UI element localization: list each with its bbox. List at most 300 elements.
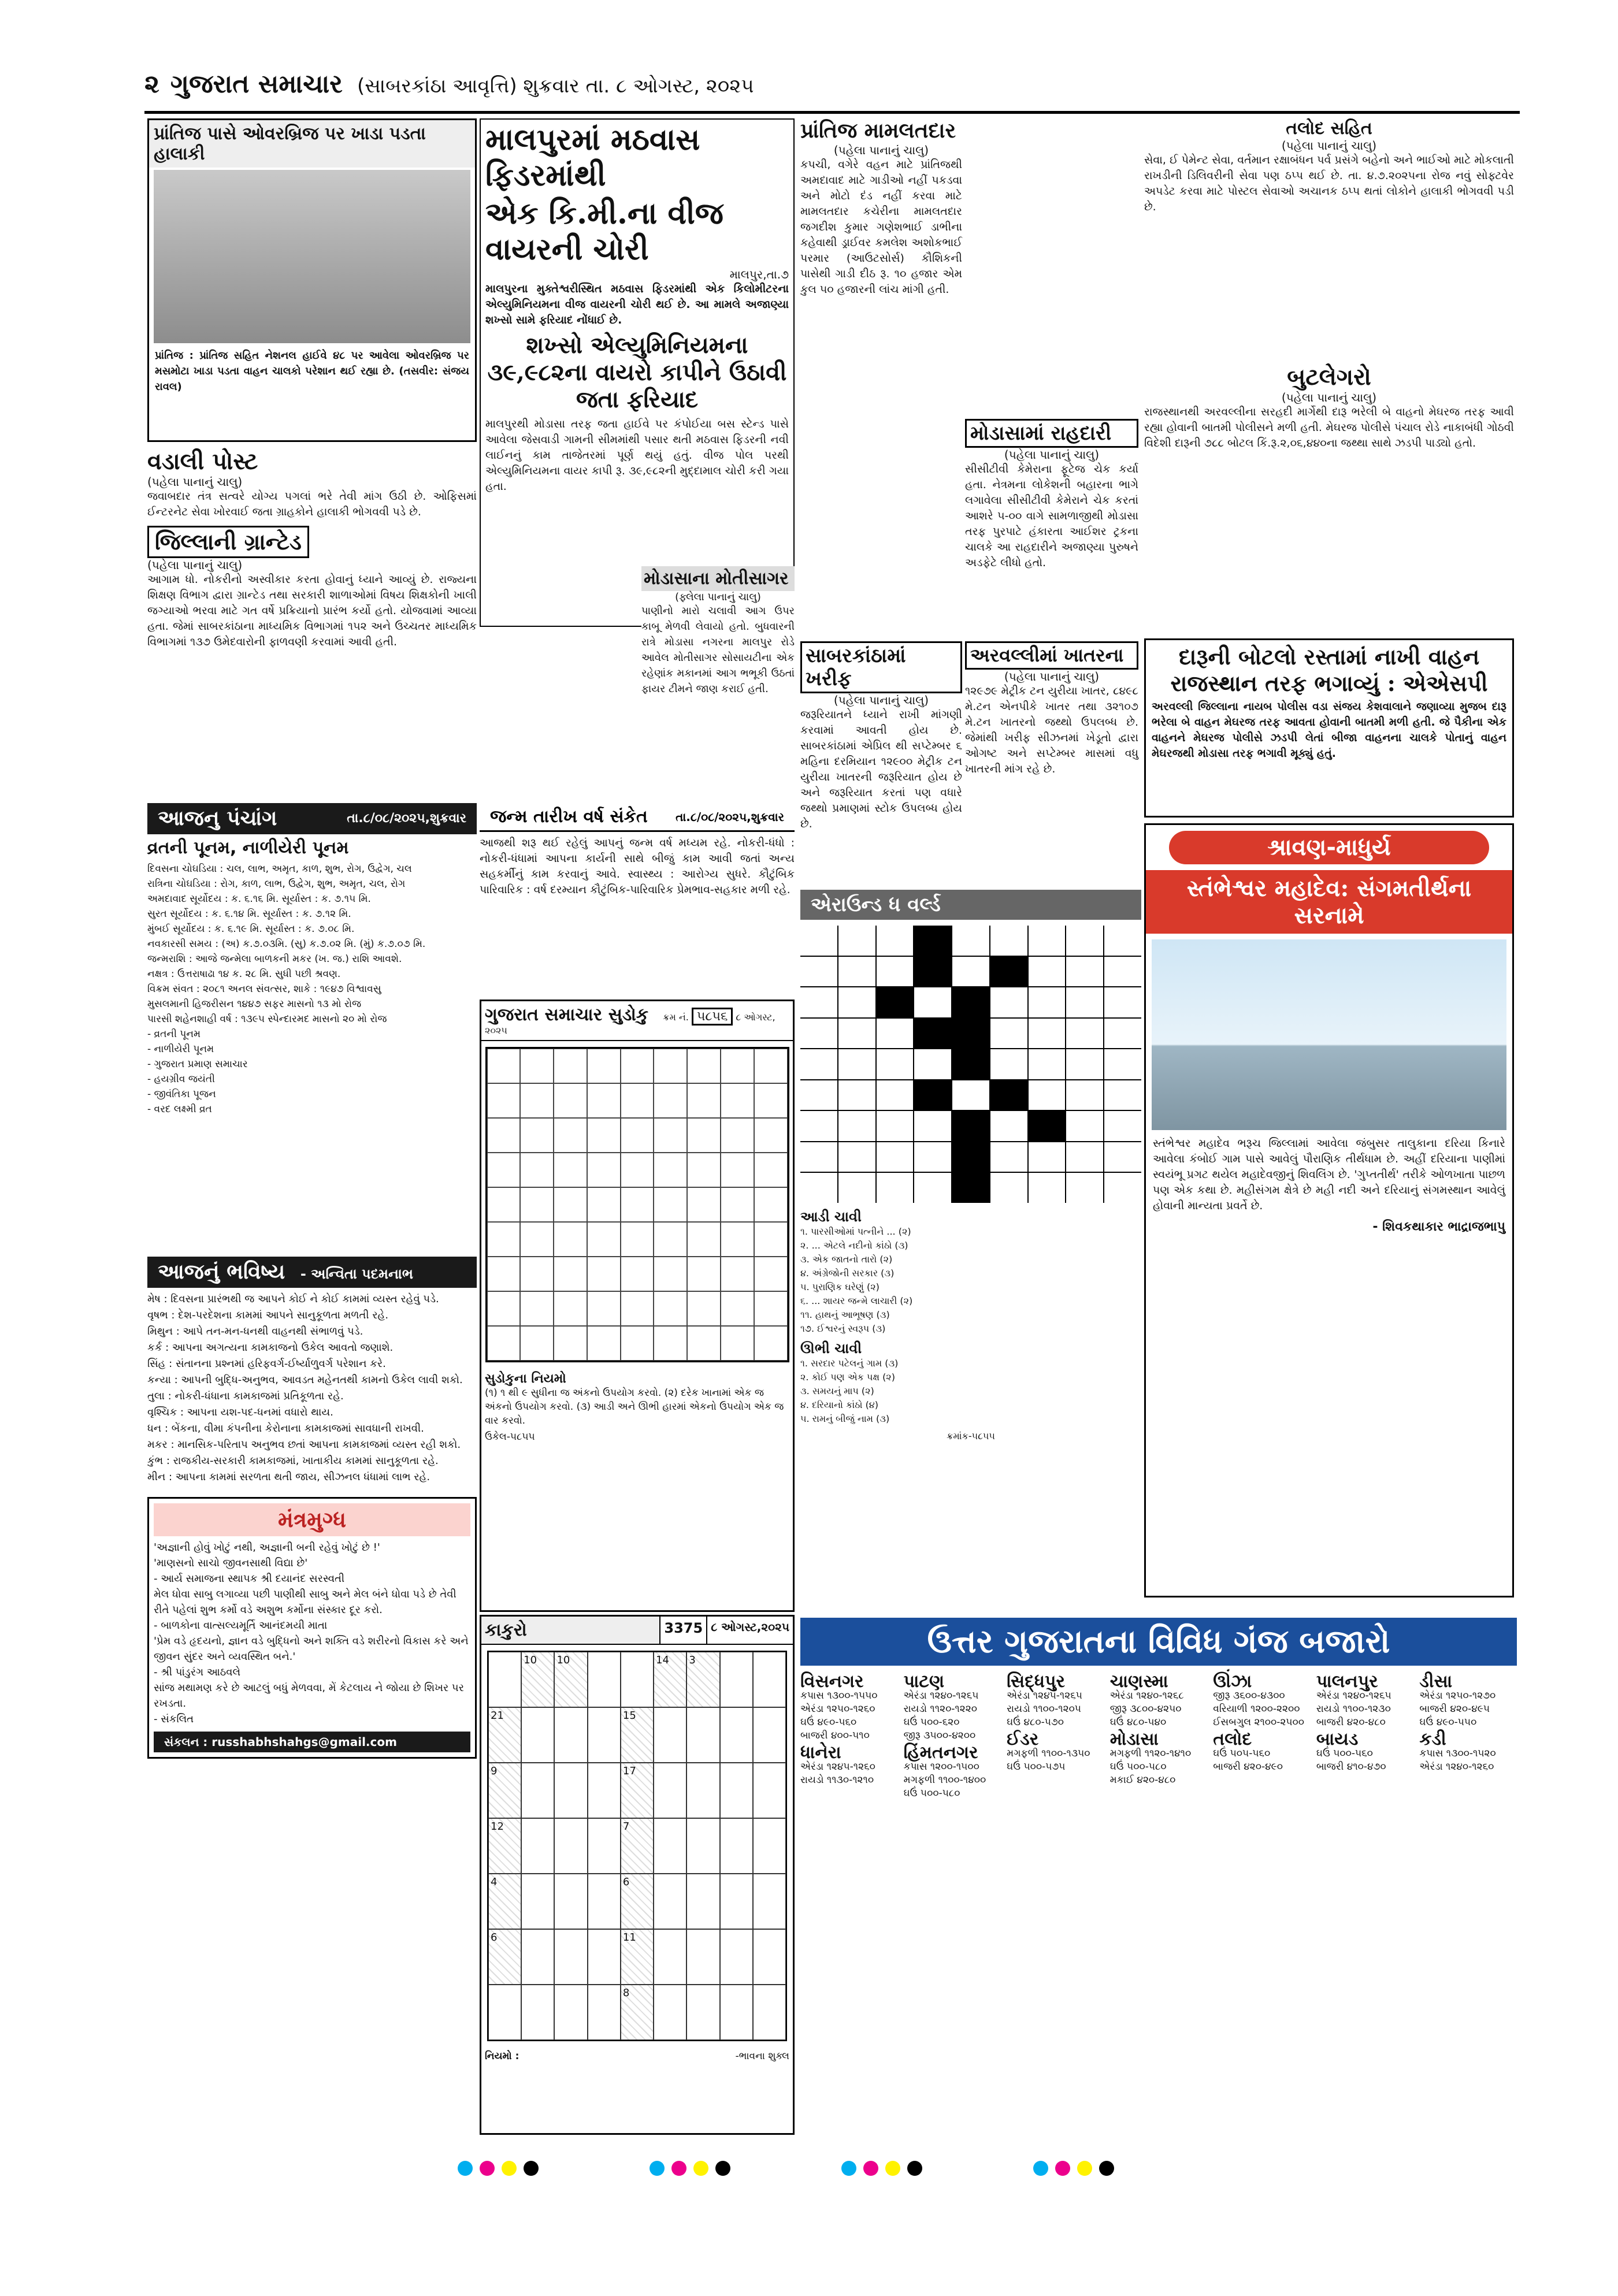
sudoku-cell[interactable]: [520, 1187, 554, 1222]
sudoku-cell[interactable]: [654, 1291, 687, 1326]
sudoku-cell[interactable]: [487, 1049, 521, 1083]
crossword-cell[interactable]: [990, 1019, 1027, 1049]
kakuro-cell[interactable]: [686, 1763, 719, 1818]
down-clue: ૫. રામનું બીજું નામ (૩): [800, 1413, 890, 1424]
crossword-cell[interactable]: [1029, 987, 1066, 1017]
crossword-cell[interactable]: [1066, 926, 1103, 956]
market-rate: એરંડા ૧૨૪૦-૧૨૬૦: [1419, 1761, 1494, 1773]
crossword-cell[interactable]: [1104, 957, 1141, 987]
kakuro-grid[interactable]: [487, 1651, 787, 2041]
sudoku-cell[interactable]: [487, 1222, 521, 1257]
sudoku-cell[interactable]: [721, 1049, 754, 1083]
registration-dot: [693, 2161, 708, 2176]
kakuro-cell[interactable]: [588, 1818, 621, 1874]
kakuro-cell[interactable]: [720, 1874, 753, 1929]
sudoku-cell[interactable]: [721, 1326, 754, 1361]
sudoku-cell[interactable]: [587, 1153, 621, 1187]
birthday-box: [480, 803, 795, 994]
sudoku-cell[interactable]: [554, 1222, 587, 1257]
panchang-box: [147, 803, 477, 1248]
crossword-box: [800, 890, 1141, 1609]
kakuro-cell[interactable]: [720, 1985, 753, 2040]
kakuro-cell[interactable]: [654, 1707, 686, 1763]
crossword-cell[interactable]: [800, 1019, 837, 1049]
crossword-cell[interactable]: [800, 1173, 837, 1203]
sudoku-cell[interactable]: [487, 1153, 521, 1187]
kakuro-cell[interactable]: [521, 1874, 554, 1929]
down-clue: ૪. દરિયાનો કાંઠો (૪): [800, 1399, 878, 1410]
crossword-cell[interactable]: [800, 1111, 837, 1141]
kakuro-cell[interactable]: [588, 1763, 621, 1818]
kakuro-cell[interactable]: [753, 1707, 786, 1763]
sudoku-cell[interactable]: [687, 1222, 721, 1257]
sub-headline: શખ્સો એલ્યુમિનિયમના ૩૯,૯૮૨ના વાયરો કાપીને ઉઠાવી જતા ફરિયાદ: [487, 332, 787, 413]
sudoku-cell[interactable]: [754, 1291, 788, 1326]
crossword-cell: [877, 987, 914, 1017]
headline: જિલ્લાની ગ્રાન્ટેડ: [147, 526, 309, 558]
market-rate: ઘઉં ૫૦૦-૫૮૦: [903, 1788, 960, 1799]
sudoku-cell[interactable]: [721, 1222, 754, 1257]
kakuro-cell[interactable]: [521, 1929, 554, 1985]
market-rate: ઘઉં ૪૯૦-૫૫૦: [1419, 1717, 1477, 1728]
crossword-cell[interactable]: [877, 1142, 914, 1172]
crossword-cell[interactable]: [877, 1173, 914, 1203]
sudoku-cell[interactable]: [587, 1187, 621, 1222]
crossword-cell[interactable]: [1104, 926, 1141, 956]
market-center-name: કડી: [1419, 1729, 1446, 1749]
kakuro-cell[interactable]: [554, 1818, 587, 1874]
continued: (પહેલા પાનાનું ચાલુ): [1004, 670, 1100, 683]
sudoku-cell[interactable]: [621, 1291, 654, 1326]
crossword-cell[interactable]: [914, 1173, 951, 1203]
across-clue: ૧૭. ઈશ્વરનું સ્વરૂપ (૩): [800, 1323, 886, 1334]
crossword-cell[interactable]: [990, 1049, 1027, 1079]
kakuro-clue-cell: 3: [686, 1652, 719, 1707]
sudoku-cell[interactable]: [687, 1257, 721, 1291]
kakuro-cell[interactable]: [686, 1929, 719, 1985]
sudoku-grid[interactable]: [485, 1047, 789, 1362]
panchang-line: મુસલમાની હિજરીસન ૧૪૪૭ સફર માસનો ૧૩ મો રોજ: [147, 998, 362, 1010]
sudoku-cell[interactable]: [487, 1083, 521, 1118]
kakuro-cell[interactable]: [488, 1985, 521, 2040]
kakuro-cell[interactable]: [521, 1818, 554, 1874]
kakuro-cell[interactable]: [654, 1985, 686, 2040]
sudoku-cell[interactable]: [654, 1257, 687, 1291]
sudoku-cell[interactable]: [654, 1049, 687, 1083]
kakuro-cell[interactable]: [554, 1929, 587, 1985]
sudoku-cell[interactable]: [487, 1326, 521, 1361]
sudoku-cell[interactable]: [587, 1083, 621, 1118]
crossword-cell[interactable]: [877, 1080, 914, 1110]
crossword-cell[interactable]: [990, 1111, 1027, 1141]
kakuro-cell[interactable]: [621, 1652, 654, 1707]
panchang-line: પારસી શહેનશાહી વર્ષ : ૧૩૯૫ સ્પેન્દારમદ માસનો ૨૦ મો રોજ: [147, 1013, 387, 1025]
sudoku-cell[interactable]: [754, 1083, 788, 1118]
market-center-name: હિંમતનગર: [903, 1743, 978, 1763]
registration-dot: [863, 2161, 878, 2176]
sudoku-cell[interactable]: [721, 1187, 754, 1222]
market-column: [1007, 1671, 1104, 1800]
crossword-cell[interactable]: [1104, 1049, 1141, 1079]
crossword-cell[interactable]: [1066, 1080, 1103, 1110]
across-clue: ૫. પુરાણિક ઘરેણું (૨): [800, 1281, 879, 1292]
kakuro-cell[interactable]: [588, 1707, 621, 1763]
shravan-body: સ્તંભેશ્વર મહાદેવ ભરૂચ જિલ્લામાં આવેલા જંબુસર તાલુકાના દરિયા કિનારે આવેલા કંબોઈ ગામ પાસે આવેલું પૌરાણિક તીર્થધામ છે. અહીં દરિયાના પાણીમાં સ્વયંભૂ પ્રગટ થયેલ મહાદેવજીનું શિવલિંગ છે. 'ગુપ્તતીર્થ' તરીકે ઓળખાતા પાછળ પણ એક કથા છે. મહીસંગમ ક્ષેત્રે છે મહી નદી અને દરિયાનું સંગમસ્થાન આવેલું હોવાની માન્યતા પ્રવર્તે છે.: [1153, 1137, 1505, 1212]
kakuro-cell[interactable]: [753, 1818, 786, 1874]
sudoku-cell[interactable]: [654, 1118, 687, 1153]
sudoku-cell[interactable]: [554, 1153, 587, 1187]
crossword-cell[interactable]: [990, 1173, 1027, 1203]
sudoku-cell[interactable]: [487, 1291, 521, 1326]
market-center-name: ઈડર: [1007, 1729, 1039, 1749]
sudoku-cell[interactable]: [621, 1153, 654, 1187]
market-center-name: પાલનપુર: [1316, 1671, 1378, 1692]
sudoku-cell[interactable]: [554, 1118, 587, 1153]
crossword-cell[interactable]: [1029, 1049, 1066, 1079]
crossword-cell[interactable]: [838, 1019, 875, 1049]
market-column: [1110, 1671, 1208, 1800]
crossword-footer: ક્રમાંક-૫૮૫૫: [947, 1431, 995, 1441]
crossword-cell[interactable]: [1066, 987, 1103, 1017]
sudoku-box: [480, 1000, 795, 1612]
kakuro-cell[interactable]: [654, 1929, 686, 1985]
sudoku-number: ૫૮૫૬: [692, 1008, 733, 1026]
crossword-cell[interactable]: [1104, 1111, 1141, 1141]
crossword-cell[interactable]: [990, 987, 1027, 1017]
kakuro-cell[interactable]: [554, 1985, 587, 2040]
sudoku-cell[interactable]: [754, 1326, 788, 1361]
body: સીસીટીવી કેમેરાના ફૂટેજ ચેક કર્યા હતા. નેત્રમના લોકેશની બહારના ભાગે લગાવેલા સીસીટીવી કેમેરાને ચેક કરતાં આશરે ૫-૦૦ વાગે સામળાજીથી મોડાસા તરફ પુરપાટે હંકારતા આઈશર ટ્રકના ચાલકે આ રાહદારીને અજાણ્યા પુરુષને અડફેટે લીધો હતો.: [965, 463, 1138, 569]
crossword-cell[interactable]: [990, 1142, 1027, 1172]
kakuro-clue-cell: 8: [621, 1985, 654, 2040]
panchang-line: - વ્રતની પૂનમ: [147, 1028, 201, 1040]
kakuro-clue-cell: 11: [621, 1929, 654, 1985]
market-rate: ઘઉં ૪૮૦-૫૭૦: [1007, 1717, 1064, 1728]
crossword-cell[interactable]: [838, 926, 875, 956]
story-prantij-bridge: [147, 118, 477, 442]
kakuro-cell[interactable]: [654, 1763, 686, 1818]
crossword-cell[interactable]: [1029, 1142, 1066, 1172]
sudoku-cell[interactable]: [754, 1153, 788, 1187]
registration-dot: [715, 2161, 730, 2176]
kakuro-cell[interactable]: [686, 1985, 719, 2040]
sudoku-masthead: ગુજરાત સમાચાર સુડોકુ: [485, 1005, 649, 1025]
crossword-cell: [1029, 1111, 1066, 1141]
market-rate: મગફળી ૧૧૨૦-૧૪૧૦: [1109, 1748, 1192, 1759]
panchang-line: - ગુજરાત પ્રમાણ સમાચાર: [147, 1058, 248, 1070]
sudoku-cell[interactable]: [721, 1291, 754, 1326]
crossword-cell[interactable]: [1066, 1142, 1103, 1172]
kakuro-cell[interactable]: [753, 1652, 786, 1707]
crossword-cell[interactable]: [877, 1019, 914, 1049]
registration-dot: [907, 2161, 922, 2176]
story-modasa-motisagar: [641, 566, 795, 809]
sudoku-cell[interactable]: [554, 1049, 587, 1083]
kakuro-cell[interactable]: [686, 1818, 719, 1874]
crossword-cell[interactable]: [952, 1080, 989, 1110]
kakuro-cell[interactable]: [588, 1929, 621, 1985]
sudoku-cell[interactable]: [520, 1326, 554, 1361]
sudoku-cell[interactable]: [754, 1257, 788, 1291]
crossword-grid[interactable]: [800, 926, 1141, 1203]
kakuro-cell[interactable]: [753, 1874, 786, 1929]
kakuro-cell[interactable]: [686, 1707, 719, 1763]
sudoku-cell[interactable]: [654, 1326, 687, 1361]
sudoku-cell[interactable]: [621, 1083, 654, 1118]
crossword-cell[interactable]: [877, 1049, 914, 1079]
sudoku-cell[interactable]: [721, 1083, 754, 1118]
sudoku-cell[interactable]: [654, 1083, 687, 1118]
crossword-cell[interactable]: [838, 987, 875, 1017]
sudoku-cell[interactable]: [754, 1222, 788, 1257]
continued: (પહેલા પાનાનું ચાલુ): [833, 693, 929, 707]
crossword-cell[interactable]: [914, 1049, 951, 1079]
sudoku-cell[interactable]: [621, 1049, 654, 1083]
kakuro-cell[interactable]: [686, 1874, 719, 1929]
kakuro-cell[interactable]: [753, 1763, 786, 1818]
crossword-cell[interactable]: [800, 1080, 837, 1110]
sudoku-cell[interactable]: [520, 1118, 554, 1153]
market-rate: મકાઈ ૪૨૦-૪૮૦: [1109, 1774, 1176, 1786]
kakuro-clue-cell: 4: [488, 1874, 521, 1929]
kakuro-cell[interactable]: [554, 1763, 587, 1818]
sudoku-answer-label: ઉકેલ-૫૮૫૫: [485, 1431, 535, 1443]
headline: મોડાસામાં રાહદારી: [965, 419, 1138, 448]
kakuro-cell[interactable]: [588, 1874, 621, 1929]
crossword-cell[interactable]: [1029, 957, 1066, 987]
mantra-box: [147, 1497, 477, 1759]
sudoku-cell[interactable]: [687, 1187, 721, 1222]
market-rate: ઘઉં ૪૯૦-૫૬૦: [800, 1717, 857, 1728]
registration-dot: [458, 2161, 473, 2176]
crossword-cell[interactable]: [914, 1111, 951, 1141]
sudoku-cell[interactable]: [487, 1187, 521, 1222]
across-clue: ૬. ... શાયર જન્મે લાચારી (૨): [800, 1295, 913, 1306]
crossword-cell[interactable]: [838, 957, 875, 987]
kakuro-rules-title: નિયમો :: [485, 2050, 519, 2062]
kakuro-cell[interactable]: [654, 1874, 686, 1929]
sudoku-cell[interactable]: [554, 1291, 587, 1326]
sudoku-cell[interactable]: [520, 1083, 554, 1118]
kakuro-cell[interactable]: [720, 1763, 753, 1818]
kakuro-cell[interactable]: [720, 1652, 753, 1707]
kakuro-box: [480, 1615, 795, 2135]
crossword-cell[interactable]: [838, 1080, 875, 1110]
crossword-cell[interactable]: [1066, 1049, 1103, 1079]
crossword-cell[interactable]: [877, 926, 914, 956]
sudoku-cell[interactable]: [687, 1291, 721, 1326]
crossword-cell[interactable]: [800, 987, 837, 1017]
crossword-cell[interactable]: [990, 926, 1027, 956]
kakuro-cell[interactable]: [588, 1652, 621, 1707]
headline: સાબરકાંઠામાં ખરીફ: [800, 641, 962, 693]
crossword-cell[interactable]: [914, 1142, 951, 1172]
sudoku-cell[interactable]: [554, 1083, 587, 1118]
crossword-cell: [914, 926, 951, 956]
sudoku-cell[interactable]: [721, 1118, 754, 1153]
market-column: [1316, 1671, 1414, 1800]
sudoku-cell[interactable]: [687, 1153, 721, 1187]
market-center-name: ચાણસ્મા: [1109, 1671, 1168, 1692]
continued: (પહેલા પાનાનું ચાલુ): [1281, 391, 1377, 404]
sudoku-cell[interactable]: [621, 1326, 654, 1361]
panchang-line: સુરત સૂર્યોદય : ક. ૬.૧૪ મિ. સૂર્યાસ્ત : ક. ૭.૧૨ મિ.: [147, 908, 351, 920]
sudoku-cell[interactable]: [587, 1049, 621, 1083]
sudoku-cell[interactable]: [687, 1083, 721, 1118]
sudoku-cell[interactable]: [587, 1222, 621, 1257]
horoscope-item: વૃષભ : દેશ-પરદેશના કામમાં આપને સાનુકૂળતા મળતી રહે.: [147, 1309, 389, 1321]
headline: મોડાસાના મોતીસાગર: [641, 566, 795, 591]
across-title: આડી ચાવી: [800, 1209, 862, 1225]
panchang-title: આજનુ પંચાંગ: [158, 807, 277, 830]
kakuro-clue-cell: 15: [621, 1707, 654, 1763]
sudoku-cell[interactable]: [654, 1153, 687, 1187]
horoscope-item: મીન : આપના કામમાં સરળતા થતી જાય, સીઝનલ ધંધામાં લાભ રહે.: [147, 1471, 431, 1483]
sudoku-date: ૮ ઓગસ્ટ, ૨૦૨૫: [485, 1012, 775, 1036]
crossword-cell: [952, 1173, 989, 1203]
sudoku-cell[interactable]: [520, 1153, 554, 1187]
panchang-line: અમદાવાદ સૂર્યોદય : ક. ૬.૧૬ મિ. સૂર્યાસ્ત : ક. ૭.૧૫ મિ.: [147, 893, 371, 905]
sudoku-cell[interactable]: [587, 1257, 621, 1291]
registration-dot: [885, 2161, 900, 2176]
crossword-cell[interactable]: [800, 1142, 837, 1172]
crossword-cell[interactable]: [952, 957, 989, 987]
crossword-cell[interactable]: [877, 957, 914, 987]
sudoku-cell[interactable]: [721, 1153, 754, 1187]
kakuro-cell[interactable]: [720, 1707, 753, 1763]
sudoku-cell[interactable]: [520, 1291, 554, 1326]
kakuro-cell[interactable]: [588, 1985, 621, 2040]
market-rate: ઘઉં ૫૦૦-૫૬૦: [1316, 1748, 1373, 1759]
crossword-title: એરાઉન્ડ ધ વર્લ્ડ: [800, 890, 1141, 920]
kakuro-cell[interactable]: [521, 1707, 554, 1763]
down-clue: ૨. કોઈ પણ એક પક્ષ (૨): [800, 1372, 895, 1383]
across-clue: ૨. ... એટલે નદીનો કાંઠો (૩): [800, 1240, 908, 1251]
market-rate: ઘઉં ૫૦૫-૫૬૦: [1213, 1748, 1271, 1759]
horoscope-item: મિથુન : આપે તન-મન-ધનથી વાહનથી સંભાળવું પડે.: [147, 1325, 363, 1338]
caption: પ્રાંતિજ : પ્રાંતિજ સહિત નેશનલ હાઈવે ૪૮ પર આવેલા ઓવરબ્રિજ પર મસમોટા ખાડા પડતા વાહન ચાલકો પરેશાન થઈ રહ્યા છે. (તસવીર: સંજય રાવલ): [155, 350, 469, 393]
crossword-cell[interactable]: [1029, 1080, 1066, 1110]
crossword-cell[interactable]: [800, 926, 837, 956]
kakuro-cell[interactable]: [720, 1929, 753, 1985]
story-daru-lead: [1144, 638, 1514, 818]
headline-1: માલપુરમાં મઠવાસ ફિડરમાંથી: [485, 122, 700, 193]
down-clues: [800, 1357, 1141, 1426]
market-rate: બાજરી ૪૨૦-૪૯૫: [1419, 1703, 1490, 1715]
mantra-quotes: [154, 1540, 470, 1727]
kakuro-cell[interactable]: [753, 1929, 786, 1985]
story-modasa-rahdari: [965, 118, 1138, 638]
sudoku-cell[interactable]: [487, 1118, 521, 1153]
sudoku-cell[interactable]: [754, 1118, 788, 1153]
crossword-cell[interactable]: [838, 1142, 875, 1172]
body: જરૂરિયાતને ધ્યાને રાખી માંગણી કરવામાં આવતી હોય છે. સાબરકાંઠામાં એપ્રિલ થી સપ્ટેમ્બર ૬ મહિના દરમિયાન ૧૨૯૦૦ મેટ્રીક ટન યુરીયા ખાતરની જરૂરિયાત હોય છે અને જરૂરિયાત કરતાં પણ વધારે જથ્થો પ્રમાણમાં સ્ટોક ઉપલબ્ધ હોય છે.: [800, 708, 962, 830]
kakuro-cell[interactable]: [488, 1652, 521, 1707]
market-rate: એરંડા ૧૨૪૦-૧૨૬૫: [903, 1690, 979, 1701]
crossword-cell[interactable]: [1104, 1142, 1141, 1172]
crossword-cell[interactable]: [1104, 987, 1141, 1017]
crossword-cell[interactable]: [1066, 1019, 1103, 1049]
sudoku-cell[interactable]: [554, 1326, 587, 1361]
crossword-cell[interactable]: [800, 1049, 837, 1079]
sudoku-cell[interactable]: [587, 1118, 621, 1153]
sudoku-cell[interactable]: [621, 1222, 654, 1257]
temple-photo: [1152, 939, 1506, 1130]
kakuro-cell[interactable]: [654, 1818, 686, 1874]
sudoku-cell[interactable]: [587, 1291, 621, 1326]
sudoku-cell[interactable]: [754, 1187, 788, 1222]
crossword-cell[interactable]: [914, 987, 951, 1017]
sudoku-cell[interactable]: [754, 1049, 788, 1083]
crossword-cell[interactable]: [1104, 1173, 1141, 1203]
masthead: [144, 69, 1520, 116]
crossword-cell[interactable]: [838, 1173, 875, 1203]
crossword-cell[interactable]: [800, 957, 837, 987]
crossword-cell[interactable]: [1104, 1019, 1141, 1049]
sudoku-cell[interactable]: [721, 1257, 754, 1291]
sudoku-cell[interactable]: [687, 1049, 721, 1083]
masthead-rule: [144, 111, 1520, 114]
crossword-cell[interactable]: [1029, 1173, 1066, 1203]
bridge-photo: [154, 170, 470, 343]
sudoku-cell[interactable]: [621, 1187, 654, 1222]
panchang-line: મુંબઈ સૂર્યોદય : ક. ૬.૧૯ મિ. સૂર્યાસ્ત : ક. ૭.૦૮ મિ.: [147, 923, 355, 935]
crossword-cell: [952, 987, 989, 1017]
crossword-cell[interactable]: [1066, 1111, 1103, 1141]
market-rate: એરંડા ૧૨૪૫-૧૨૬૫: [1007, 1690, 1082, 1701]
crossword-cell[interactable]: [838, 1111, 875, 1141]
sudoku-cell[interactable]: [487, 1257, 521, 1291]
crossword-cell[interactable]: [1104, 1080, 1141, 1110]
sudoku-cell[interactable]: [687, 1118, 721, 1153]
continued: (પહેલા પાનાનું ચાલુ): [833, 143, 929, 157]
crossword-cell[interactable]: [1066, 957, 1103, 987]
market-rate: ઘઉં ૫૦૦-૫૭૫: [1007, 1761, 1066, 1773]
crossword-cell[interactable]: [952, 926, 989, 956]
sudoku-cell[interactable]: [621, 1118, 654, 1153]
sudoku-cell[interactable]: [554, 1187, 587, 1222]
registration-dot: [671, 2161, 686, 2176]
body: રાજસ્થાનથી અરવલ્લીના સરહદી માર્ગેથી દારૂ ભરેલી બે વાહનો મેઘરજ તરફ આવી રહ્યા હોવાની બાતમી પોલીસને મળી હતી. મેઘરજ પોલીસે પંચાલ રોડે નાકાબંધી ગોઠવી વિદેશી દારૂની ૭૮૮ બોટલ કિં.રૂ.૨,૦૬,૪૪૦ના જથ્થા સાથે ઝડપી પાડ્યો હતો.: [1144, 406, 1514, 449]
across-clue: ૧. પારસીઓમાં પત્નીને ... (૨): [800, 1226, 911, 1237]
crossword-cell[interactable]: [838, 1049, 875, 1079]
panchang-line: - નાળીયેરી પૂનમ: [147, 1043, 214, 1055]
sudoku-cell[interactable]: [654, 1187, 687, 1222]
kakuro-cell[interactable]: [554, 1707, 587, 1763]
headline: પ્રાંતિજ મામલતદાર: [800, 118, 956, 143]
story-prantij-mamlatdar: [800, 118, 962, 638]
crossword-cell[interactable]: [1029, 1019, 1066, 1049]
market-center-name: તલોદ: [1213, 1729, 1252, 1749]
sudoku-cell[interactable]: [520, 1049, 554, 1083]
sudoku-cell[interactable]: [520, 1257, 554, 1291]
crossword-cell[interactable]: [1029, 926, 1066, 956]
kakuro-cell[interactable]: [521, 1985, 554, 2040]
kakuro-cell[interactable]: [753, 1985, 786, 2040]
sudoku-cell[interactable]: [554, 1257, 587, 1291]
crossword-cell[interactable]: [877, 1111, 914, 1141]
sudoku-cell[interactable]: [587, 1326, 621, 1361]
sudoku-cell[interactable]: [621, 1257, 654, 1291]
crossword-cell: [952, 1111, 989, 1141]
crossword-cell[interactable]: [1066, 1173, 1103, 1203]
sudoku-cell[interactable]: [520, 1222, 554, 1257]
kakuro-cell[interactable]: [720, 1818, 753, 1874]
kakuro-cell[interactable]: [554, 1874, 587, 1929]
sudoku-cell[interactable]: [687, 1326, 721, 1361]
kakuro-cell[interactable]: [521, 1763, 554, 1818]
sudoku-cell[interactable]: [654, 1222, 687, 1257]
